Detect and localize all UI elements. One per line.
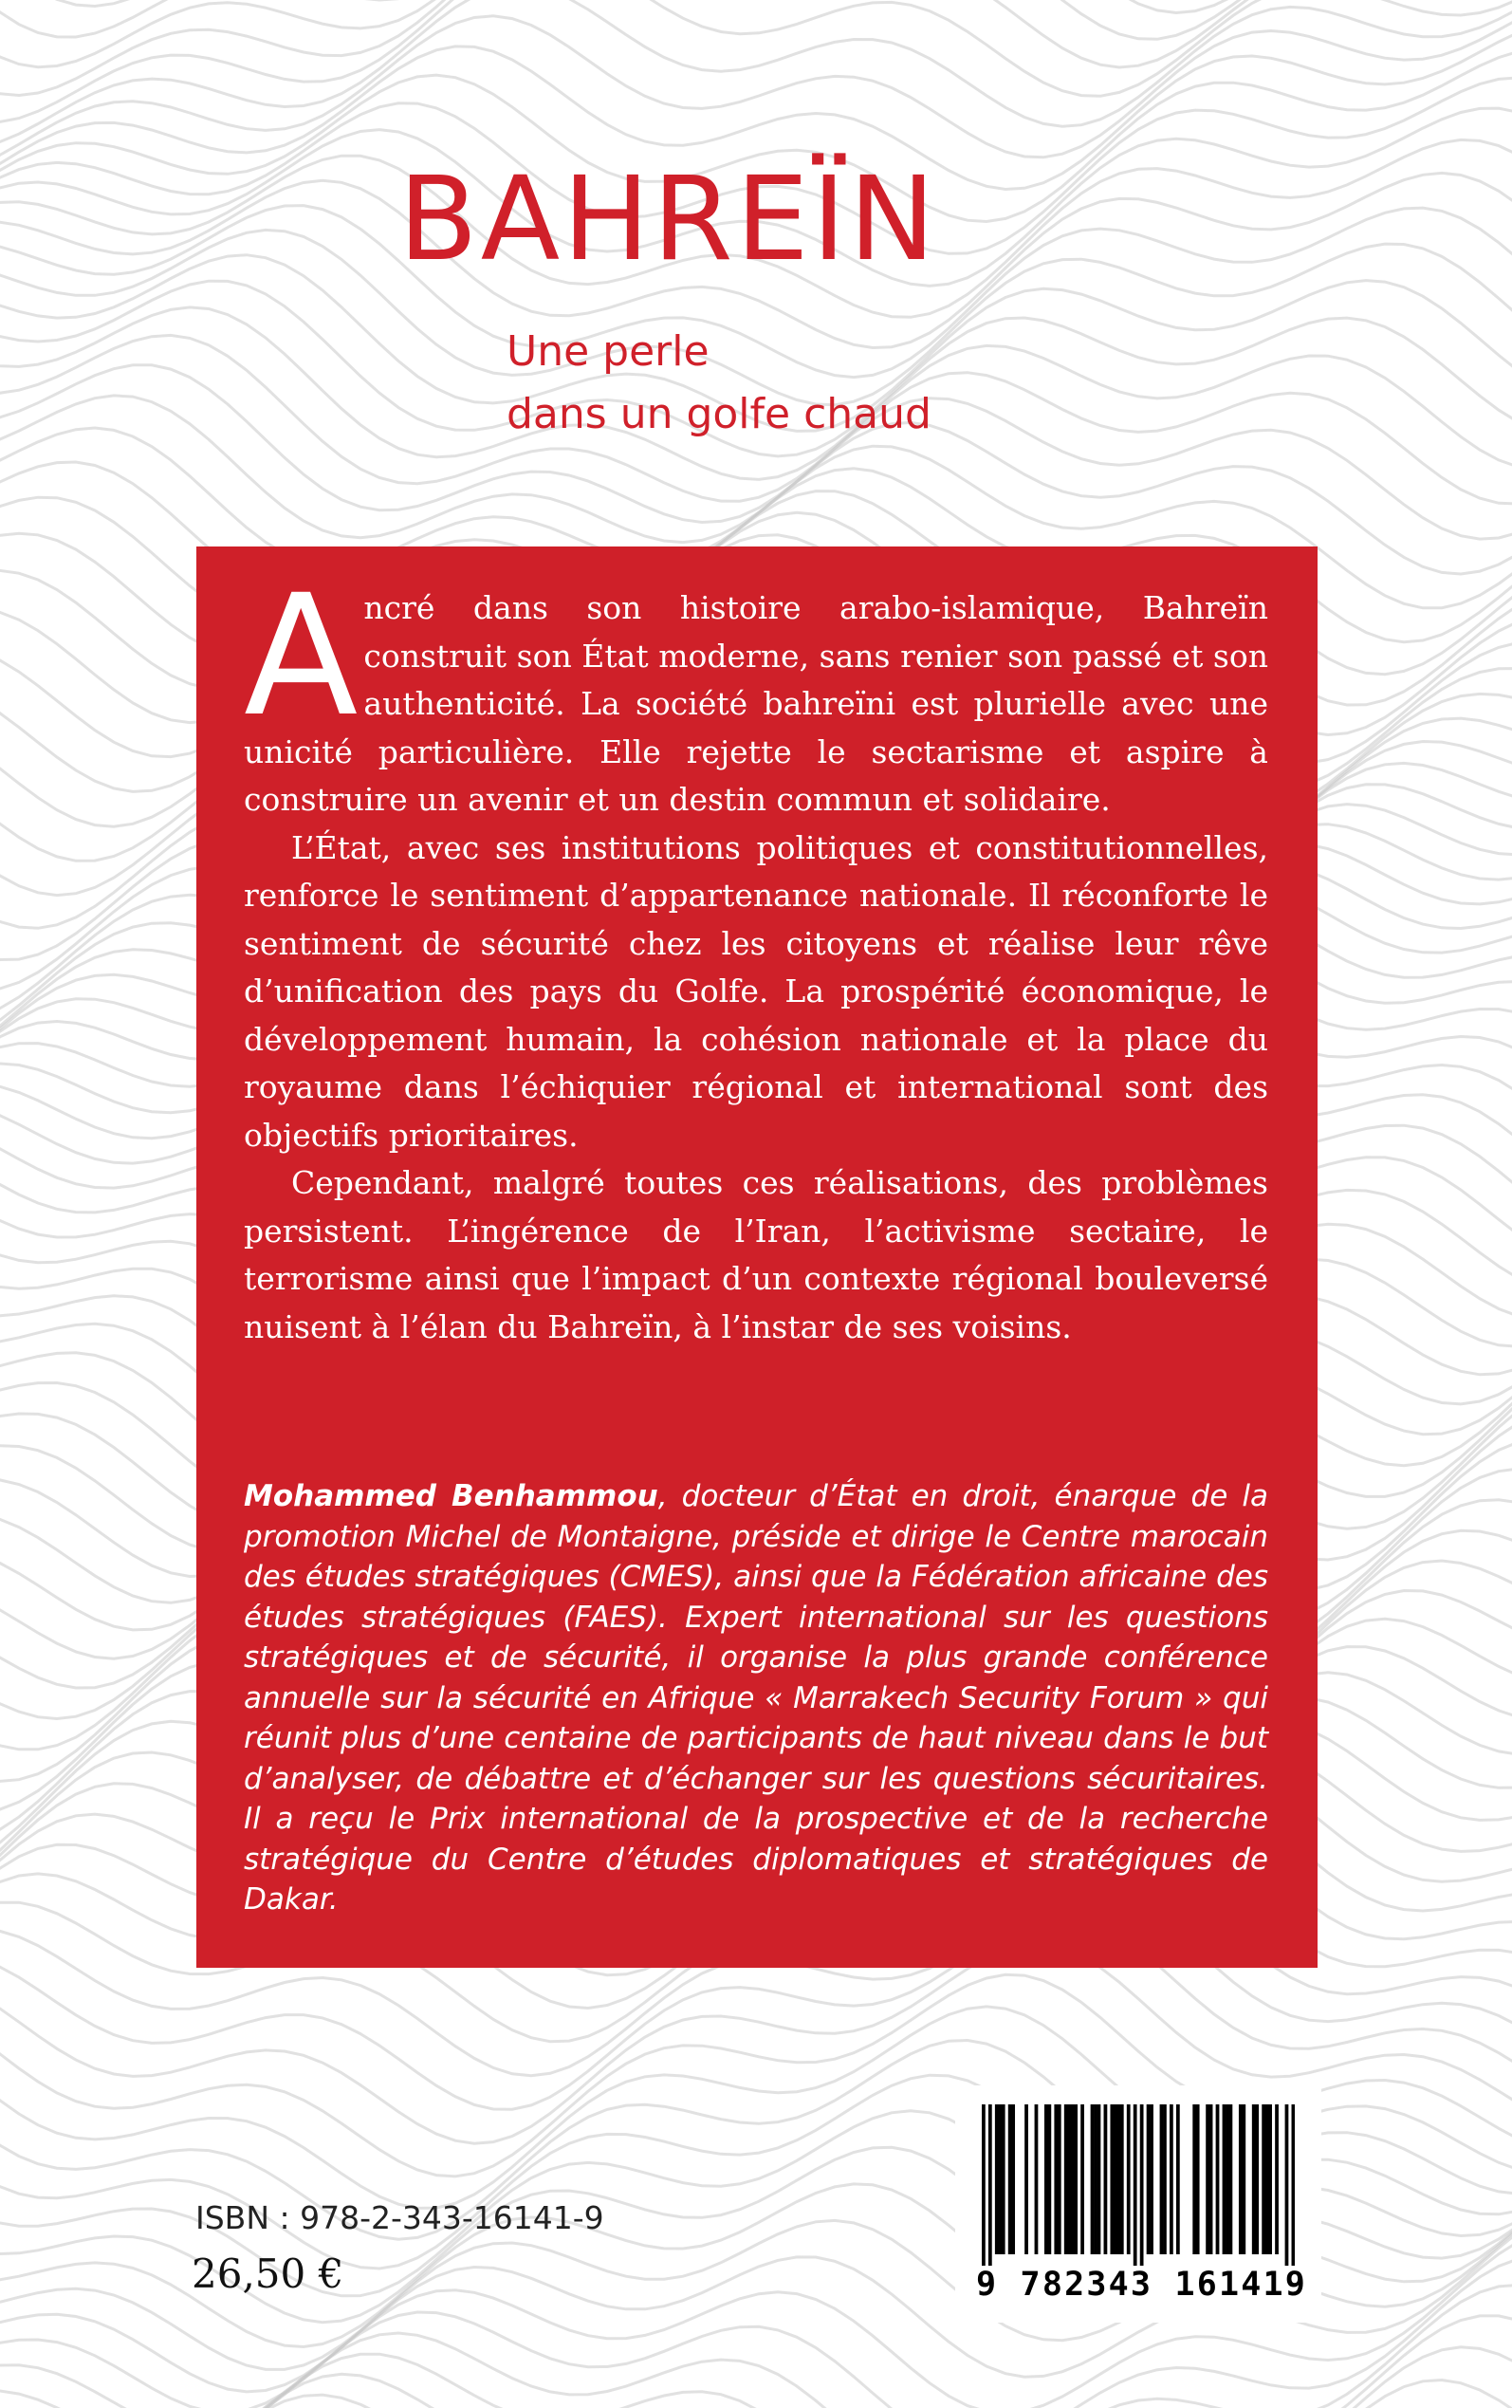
barcode-bar [1292,2104,1295,2266]
barcode-bar [1255,2104,1259,2254]
barcode-bar [1170,2104,1173,2254]
barcode-bar [1206,2104,1209,2254]
book-blurb [244,559,1268,1351]
barcode-bar [1071,2104,1075,2254]
barcode-bar [1058,2104,1061,2254]
barcode-bar [1216,2104,1220,2254]
barcode-bar [1140,2104,1144,2266]
barcode-bar [1064,2104,1068,2254]
contour-line [0,2380,1512,2408]
barcode-bar [1150,2104,1153,2254]
barcode-bar [1242,2104,1245,2254]
book-subtitle [507,321,931,446]
barcode-bar [1252,2104,1256,2254]
barcode-bar [1080,2104,1084,2254]
contour-line [0,2,1512,170]
barcode [955,2085,1321,2323]
author-bio [244,1476,1268,1920]
barcode-bar [1176,2104,1180,2254]
barcode-bar [1047,2104,1051,2254]
blurb-paragraph-3: Cependant, malgré toutes ces réalisations, des problèmes persistent. L’ingérence de l’Iran, l’activisme sectaire, le terrorisme ainsi que l’impact d’un contexte régional bouleversé nuisent à l’élan du Bahreïn, à l’instar de ses voisins. [244,1164,1268,1345]
blurb-paragraph-1-text: ncré dans son histoire arabo-islamique, Bahreïn construit son État moderne, sans renier son passé et son authenticité. La société bahreïni est plurielle avec une unicité particulière. Elle rejette le sectarisme et aspire à construire un avenir et un destin commun et solidaire. [244,589,1268,818]
barcode-bar [1110,2104,1114,2254]
barcode-bar [1116,2104,1120,2254]
blurb-paragraph-2: L’État, avec ses institutions politiques et constitutionnelles, renforce le sentiment d’appartenance nationale. Il réconforte le sentiment de sécurité chez les citoyens et réalise leur rêve d’unification des pays du Golfe. La prospérité économique, le développement humain, la cohésion nationale et la place du royaume dans l’échiquier régional et international sont des objectifs prioritaires. [244,828,1268,1154]
barcode-bar [988,2104,992,2266]
barcode-bar [1094,2104,1097,2254]
barcode-bar [1114,2104,1117,2254]
barcode-bar [1074,2104,1078,2254]
barcode-bar [1239,2104,1243,2254]
barcode-bar [1196,2104,1200,2254]
barcode-digits: 9 782343 161419 [976,2266,1308,2304]
contour-line [0,2316,1512,2408]
contour-line [0,0,1512,96]
barcode-bar [1285,2104,1289,2266]
barcode-bar [1275,2104,1279,2254]
author-bio-text: , docteur d’État en droit, énarque de la promotion Michel de Montaigne, préside et dirige le Centre marocain des études stratégiques (CMES), ainsi que la Fédération africaine des études stratégiques (FAES). Expert international sur les questions stratégiques et de sécurité, il organise la plus grande conférence annuelle sur la sécurité en Afrique « Marrakech Security Forum » qui réunit plus d’une centaine de participants de haut niveau dans le but d’analyser, de débattre et d’échanger sur les questions sécuritaires. Il a reçu le Prix international de la prospective et de la recherche stratégique du Centre d’études diplomatiques et stratégiques de Dakar. [244,1479,1268,1917]
barcode-bar [1104,2104,1108,2254]
barcode-bar [1097,2104,1101,2254]
barcode-bar [1008,2104,1012,2254]
barcode-bar [1054,2104,1058,2254]
barcode-bars [982,2104,1295,2266]
barcode-bar [1265,2104,1269,2254]
barcode-bar [1011,2104,1015,2254]
drop-cap-letter: A [244,559,359,753]
subtitle-line-1: Une perle [507,327,710,376]
barcode-bar [1091,2104,1095,2254]
barcode-bar [1223,2104,1226,2254]
barcode-bar [1226,2104,1229,2254]
book-price: 26,50 € [192,2251,344,2297]
back-cover-text-panel [196,546,1318,1968]
blurb-paragraph-1 [244,559,1268,824]
barcode-bar [1120,2104,1124,2254]
author-name: Mohammed Benhammou [244,1479,658,1513]
barcode-bar [998,2104,1002,2254]
barcode-bar [1229,2104,1233,2254]
barcode-bar [1044,2104,1048,2254]
barcode-bar [1035,2104,1039,2254]
barcode-bar [995,2104,999,2254]
barcode-bar [1002,2104,1005,2254]
barcode-bar [982,2104,986,2266]
barcode-bar [1024,2104,1028,2254]
barcode-bar [1134,2104,1137,2266]
barcode-bar [1209,2104,1213,2254]
barcode-bar [1147,2104,1151,2254]
subtitle-line-2: dans un golfe chaud [507,390,931,438]
isbn-number: ISBN : 978-2-343-16141-9 [195,2199,604,2236]
barcode-bar [1067,2104,1071,2254]
barcode-bar [1163,2104,1167,2254]
barcode-bar [1268,2104,1272,2254]
barcode-bar [1262,2104,1265,2254]
book-title: BAHREÏN [398,152,938,287]
barcode-bar [1127,2104,1131,2254]
barcode-bar [1192,2104,1196,2254]
barcode-bar [1160,2104,1164,2254]
